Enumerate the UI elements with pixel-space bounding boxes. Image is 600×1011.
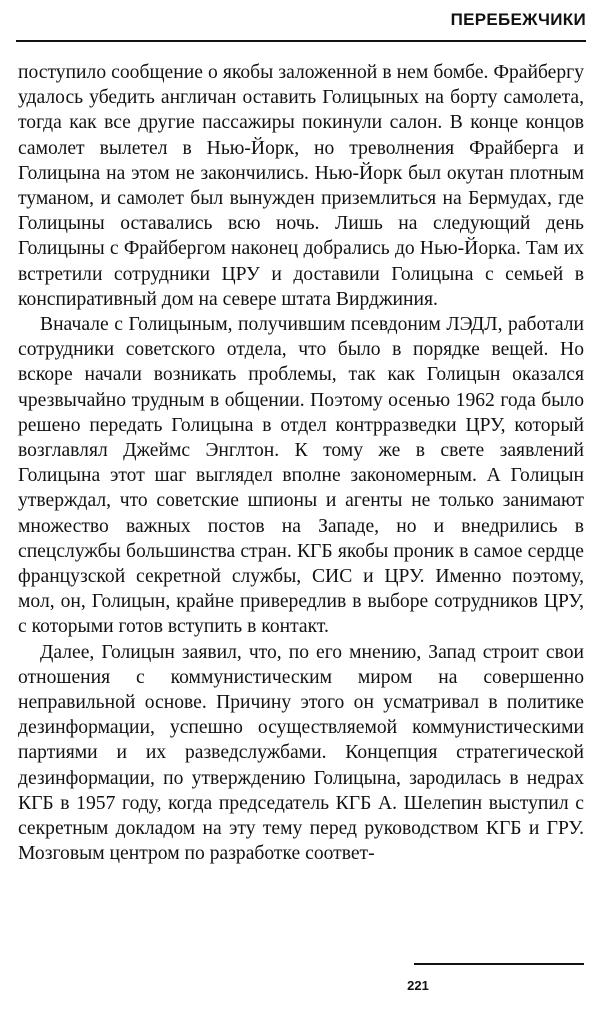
- footer-rule: [414, 963, 584, 965]
- paragraph-2: Вначале с Голицыным, получившим псевдоним ЛЭДЛ, работали сотрудники советского отдела, что было в порядке вещей. Но вскоре начали возникать проблемы, так как Голицын оказался чрезвычайно трудным в общении. Поэтому осенью 1962 года было решено передать Голицына в отдел контрразведки ЦРУ, который возглавлял Джеймс Энглтон. К тому же в свете заявлений Голицына этот шаг выглядел вполне закономерным. А Голицын утверждал, что советские шпионы и агенты не только занимают множество важных постов на Западе, но и внедрились в спецслужбы большинства стран. КГБ якобы проник в самое сердце французской секретной службы, СИС и ЦРУ. Именно поэтому, мол, он, Голицын, крайне привередлив в выборе сотрудников ЦРУ, с которыми готов вступить в контакт.: [18, 314, 584, 638]
- running-header: ПЕРЕБЕЖЧИКИ: [450, 10, 586, 29]
- body-text: [18, 60, 584, 867]
- header-rule: [16, 40, 586, 42]
- page-number: 221: [407, 978, 429, 993]
- paragraph-3: Далее, Голицын заявил, что, по его мнению, Запад строит свои отношения с коммунистическим миром на совершенно неправильной основе. Причину этого он усматривал в политике дезинформации, успешно осуществляемой коммунистическими партиями и их разведслужбами. Концепция стратегической дезинформации, по утверждению Голицына, зародилась в недрах КГБ в 1957 году, когда председатель КГБ А. Шелепин выступил с секретным докладом на эту тему перед руководством КГБ и ГРУ. Мозговым центром по разработке соответ-: [18, 641, 584, 865]
- paragraph-1: поступило сообщение о якобы заложенной в нем бомбе. Фрайбергу удалось убедить англичан оставить Голицыных на борту самолета, тогда как все другие пассажиры покинули салон. В конце концов самолет вылетел в Нью-Йорк, но треволнения Фрайберга и Голицына на этом не закончились. Нью-Йорк был окутан плотным туманом, и самолет был вынужден приземлиться на Бермудах, где Голицыны оставались всю ночь. Лишь на следующий день Голицыны с Фрайбергом наконец добрались до Нью-Йорка. Там их встретили сотрудники ЦРУ и доставили Голицына с семьей в конспиративный дом на севере штата Вирджиния.: [18, 62, 584, 310]
